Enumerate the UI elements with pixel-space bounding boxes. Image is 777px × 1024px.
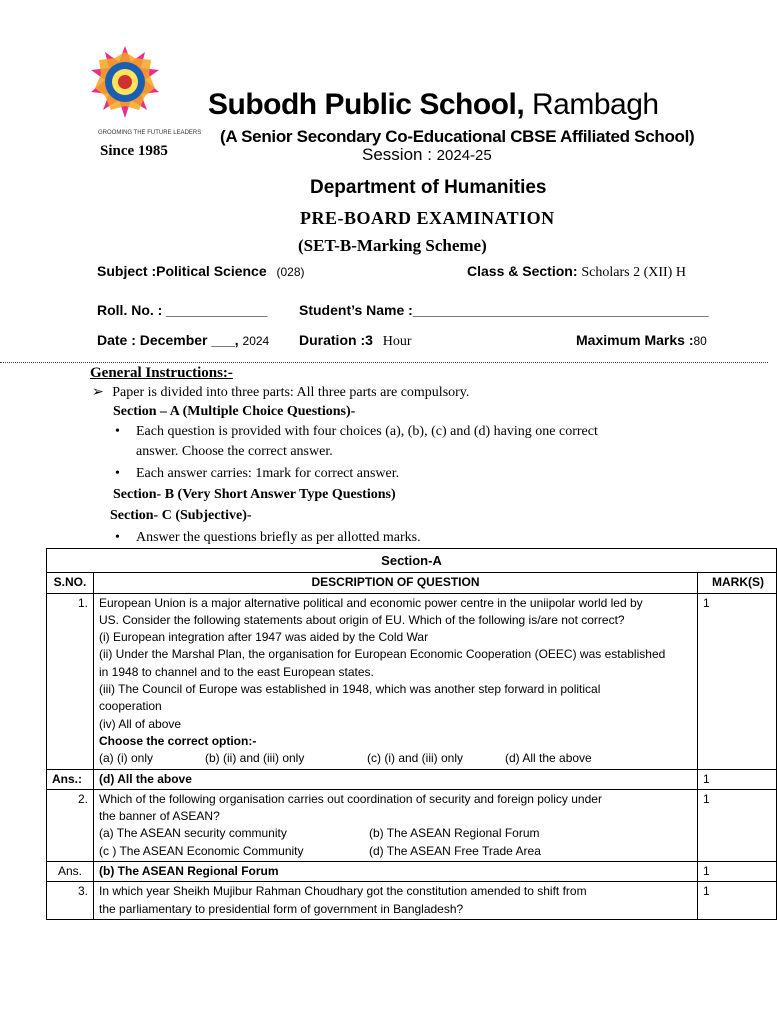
bullet-icon: • — [115, 424, 120, 439]
student-name-field — [299, 302, 709, 318]
divider — [0, 362, 768, 363]
duration-field — [299, 332, 412, 350]
class-field — [467, 263, 686, 281]
roll-blank: _____________ — [166, 302, 268, 318]
question-line: Which of the following organisation carries out coordination of security and foreign policy under — [99, 791, 602, 806]
answer-marks: 1 — [698, 769, 777, 789]
duration-label: Duration :3 — [299, 332, 373, 348]
question-marks: 1 — [698, 882, 777, 920]
options-row — [99, 843, 692, 860]
school-name — [208, 88, 659, 122]
roll-field — [97, 302, 267, 318]
question-number: 3. — [47, 882, 94, 920]
table-row — [47, 789, 777, 861]
date-field — [97, 332, 269, 348]
question-marks: 1 — [698, 593, 777, 769]
school-logo — [90, 44, 202, 144]
max-marks-label: Maximum Marks : — [576, 332, 694, 348]
subject-label: Subject :Political Science — [97, 263, 267, 279]
max-marks-field — [576, 332, 707, 348]
section-a-heading: Section – A (Multiple Choice Questions)- — [113, 404, 356, 419]
question-line: cooperation — [99, 699, 162, 714]
answer-label: Ans. — [47, 862, 94, 882]
section-a-bullet-1b: answer. Choose the correct answer. — [136, 444, 333, 459]
date-year: 2024 — [242, 334, 270, 348]
session-year: 2024-25 — [436, 147, 492, 164]
options-row — [99, 825, 692, 842]
option-a: (a) (i) only — [99, 751, 154, 766]
header-row — [47, 573, 777, 593]
question-line: (iii) The Council of Europe was established in 1948, which was another step forward in political — [99, 682, 601, 697]
table-row — [47, 882, 777, 920]
question-line: the banner of ASEAN? — [99, 809, 220, 824]
department-title: Department of Humanities — [310, 177, 547, 198]
roll-label: Roll. No. : — [97, 302, 163, 318]
answer-row — [47, 862, 777, 882]
answer-text: (d) All the above — [94, 769, 698, 789]
question-marks: 1 — [698, 789, 777, 861]
bullet-icon: • — [115, 466, 120, 481]
question-line: European Union is a major alternative political and economic power centre in the uniipolar world led by — [99, 595, 643, 610]
class-label: Class & Section: — [467, 263, 578, 279]
question-line: (ii) Under the Marshal Plan, the organisation for European Economic Cooperation (OEEC) was established — [99, 647, 666, 662]
option-d: (d) The ASEAN Free Trade Area — [369, 843, 541, 858]
instruction-text: Paper is divided into three parts: All three parts are compulsory. — [112, 385, 470, 400]
option-d: (d) All the above — [505, 751, 592, 766]
instructions-title: General Instructions:- — [90, 365, 233, 381]
affiliation: (A Senior Secondary Co-Educational CBSE Affiliated School) — [220, 127, 695, 146]
table-row — [47, 593, 777, 769]
student-name-blank: ______________________________________ — [412, 302, 709, 318]
set-title: (SET-B-Marking Scheme) — [298, 236, 487, 255]
question-text — [94, 789, 698, 861]
logo-motto: GROOMING THE FUTURE LEADERS — [98, 130, 202, 136]
since-year: Since 1985 — [100, 143, 168, 159]
question-text — [94, 882, 698, 920]
question-number: 2. — [47, 789, 94, 861]
section-a-bullet-1a: Each question is provided with four choices (a), (b), (c) and (d) having one correct — [136, 424, 598, 439]
question-line: (i) European integration after 1947 was aided by the Cold War — [99, 630, 429, 645]
subject-code: (028) — [276, 265, 305, 279]
section-c-bullet-1: Answer the questions briefly as per allotted marks. — [136, 530, 421, 545]
section-b-heading: Section- B (Very Short Answer Type Questions) — [113, 487, 396, 502]
duration-value: Hour — [382, 334, 412, 349]
arrow-icon: ➢ — [92, 385, 104, 400]
class-value: Scholars 2 (XII) H — [581, 265, 686, 280]
option-b: (b) The ASEAN Regional Forum — [369, 826, 540, 841]
options-row — [99, 750, 692, 767]
question-line: US. Consider the following statements about origin of EU. Which of the following is/are not correct? — [99, 612, 625, 627]
option-a: (a) The ASEAN security community — [99, 826, 287, 841]
col-sno: S.NO. — [47, 573, 94, 593]
answer-text: (b) The ASEAN Regional Forum — [94, 862, 698, 882]
school-name-text: Subodh Public School, — [208, 88, 525, 121]
question-line: In which year Sheikh Mujibur Rahman Choudhary got the constitution amended to shift from — [99, 884, 587, 899]
bullet-icon: • — [115, 530, 120, 545]
session-label: Session : — [362, 145, 432, 164]
section-c-heading: Section- C (Subjective)- — [110, 508, 252, 523]
question-line: in 1948 to channel and to the east European states. — [99, 664, 374, 679]
question-line: (iv) All of above — [99, 716, 182, 731]
option-c: (c ) The ASEAN Economic Community — [99, 843, 304, 858]
section-title-row — [47, 549, 777, 573]
session — [362, 145, 492, 165]
col-description: DESCRIPTION OF QUESTION — [94, 573, 698, 593]
answer-label: Ans.: — [47, 769, 94, 789]
choose-option: Choose the correct option:- — [99, 733, 257, 748]
date-label: Date : December ___, — [97, 332, 239, 348]
section-a-bullet-2: Each answer carries: 1mark for correct answer. — [136, 466, 400, 481]
subject-field — [97, 263, 305, 279]
max-marks-value: 80 — [693, 334, 707, 348]
question-line: the parliamentary to presidential form of government in Bangladesh? — [99, 901, 464, 916]
questions-table — [46, 548, 777, 920]
answer-row — [47, 769, 777, 789]
option-c: (c) (i) and (iii) only — [367, 751, 464, 766]
col-marks: MARK(S) — [698, 573, 777, 593]
option-b: (b) (ii) and (iii) only — [205, 751, 305, 766]
question-number: 1. — [47, 593, 94, 769]
exam-title: PRE-BOARD EXAMINATION — [300, 208, 555, 228]
student-name-label: Student’s Name : — [299, 302, 413, 318]
answer-marks: 1 — [698, 862, 777, 882]
school-place: Rambagh — [532, 88, 659, 121]
question-text — [94, 593, 698, 769]
instruction-line-1 — [92, 384, 469, 401]
section-title: Section-A — [47, 549, 777, 573]
